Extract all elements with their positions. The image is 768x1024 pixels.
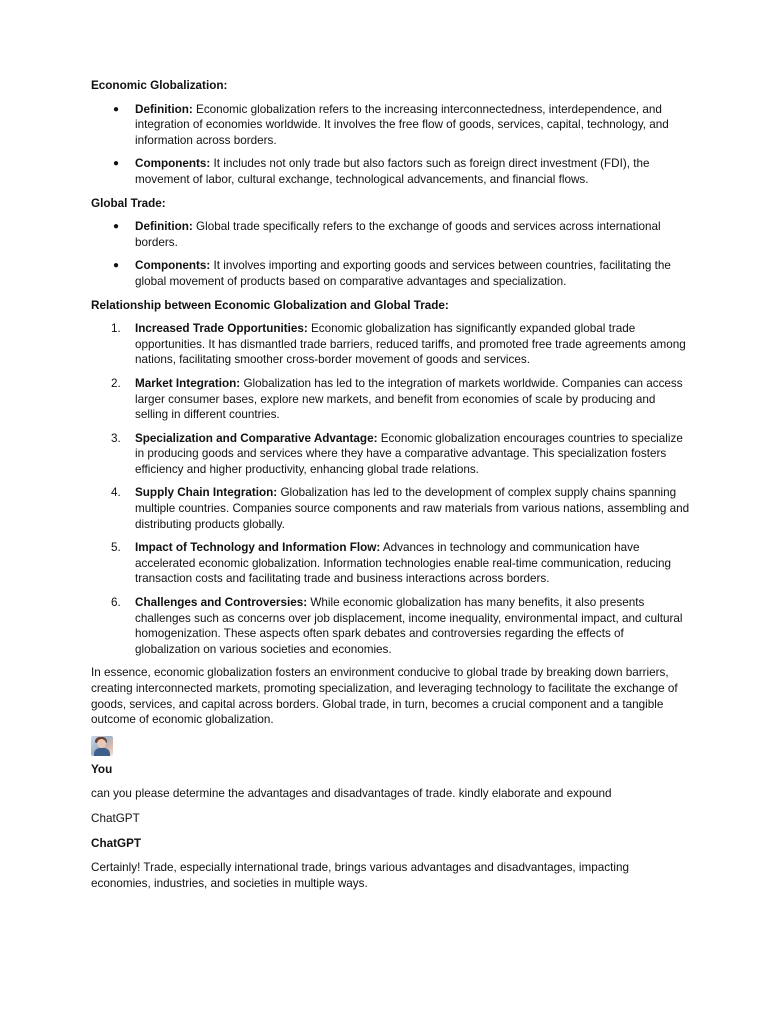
list-item	[91, 485, 691, 532]
user-label: You	[91, 762, 113, 776]
list-item	[91, 540, 691, 587]
list-item-text: It involves importing and exporting goods and services between countries, facilitating the global movement of products based on comparative advantages and specialization.	[135, 259, 671, 288]
list-item-term: Components:	[135, 259, 211, 273]
list-item-number: 6.	[111, 596, 121, 610]
assistant-label: ChatGPT	[91, 836, 141, 850]
list-item	[91, 258, 691, 289]
section-heading-economic-globalization: Economic Globalization:	[91, 79, 228, 92]
user-avatar-icon	[91, 736, 113, 756]
list-item-number: 1.	[111, 322, 121, 336]
list-item-term: Specialization and Comparative Advantage:	[135, 431, 378, 445]
list-item-term: Definition:	[135, 102, 193, 116]
bullet-list-economic-globalization	[91, 102, 691, 188]
bullet-icon: ●	[113, 158, 120, 170]
list-item-text: Advances in technology and communication have accelerated economic globalization. Information technologies enable real-time communication, reducing transaction costs and facilitating trade and business interactions across borders.	[135, 541, 671, 586]
bullet-icon: ●	[113, 221, 120, 233]
list-item-term: Definition:	[135, 220, 193, 234]
list-item-text: While economic globalization has many benefits, it also presents challenges such as concerns over job displacement, income inequality, environmental impact, and cultural homogenization. These aspects often spark debates and controversies regarding the effects of globalization on various societies and economies.	[135, 596, 683, 656]
list-item-text: It includes not only trade but also factors such as foreign direct investment (FDI), the movement of labor, cultural exchange, technological advancements, and financial flows.	[135, 157, 650, 186]
list-item-text: Globalization has led to the integration of markets worldwide. Companies can access larger consumer bases, explore new markets, and benefit from economies of scale by producing and selling in different countries.	[135, 376, 683, 422]
list-item-text: Globalization has led to the development of complex supply chains spanning multiple countries. Companies source components and raw materials from various nations, assembling and distributing products globally.	[135, 486, 690, 531]
bullet-icon: ●	[113, 260, 120, 272]
list-item-term: Supply Chain Integration:	[135, 486, 278, 500]
list-item-number: 5.	[111, 541, 121, 555]
list-item-term: Impact of Technology and Information Flow:	[135, 541, 381, 555]
list-item	[91, 321, 691, 368]
section-heading-relationship: Relationship between Economic Globalization and Global Trade:	[91, 298, 449, 312]
list-item	[91, 102, 691, 149]
assistant-message: Certainly! Trade, especially international trade, brings various advantages and disadvantages, impacting economies, industries, and societies in multiple ways.	[91, 861, 629, 890]
list-item-number: 4.	[111, 486, 121, 500]
bullet-icon: ●	[113, 103, 120, 115]
list-item	[91, 595, 691, 657]
list-item-term: Increased Trade Opportunities:	[135, 322, 308, 336]
user-message: can you please determine the advantages and disadvantages of trade. kindly elaborate and expound	[91, 787, 612, 801]
numbered-list-relationship	[91, 321, 691, 657]
list-item-number: 3.	[111, 431, 121, 445]
conclusion-paragraph: In essence, economic globalization fosters an environment conducive to global trade by breaking down barriers, creating interconnected markets, promoting specialization, and leveraging technology to facilitate the exchange of goods, services, and capital across borders. Global trade, in turn, becomes a crucial component and a tangible outcome of economic globalization.	[91, 666, 678, 727]
bullet-list-global-trade	[91, 219, 691, 289]
list-item	[91, 376, 691, 423]
section-heading-global-trade: Global Trade:	[91, 196, 166, 210]
list-item-text: Economic globalization encourages countries to specialize in producing goods and services where they have a comparative advantage. This specialization fosters efficiency and higher productivity, enhancing global trade relations.	[135, 431, 683, 476]
list-item-number: 2.	[111, 376, 121, 390]
list-item-text: Global trade specifically refers to the exchange of goods and services across international borders.	[135, 220, 661, 249]
list-item	[91, 156, 691, 187]
list-item-term: Components:	[135, 157, 211, 171]
list-item-text: Economic globalization refers to the increasing interconnectedness, interdependence, and integration of economies worldwide. It involves the free flow of goods, services, capital, technology, and information across borders.	[135, 102, 669, 147]
list-item	[91, 431, 691, 478]
list-item-term: Market Integration:	[135, 376, 241, 390]
assistant-label-plain: ChatGPT	[91, 811, 140, 825]
list-item-text: Economic globalization has significantly expanded global trade opportunities. It has dismantled trade barriers, reduced tariffs, and promoted free trade agreements among nations, facilitating smoother cross-border movement of goods and services.	[135, 322, 686, 367]
document-page	[91, 78, 691, 900]
list-item-term: Challenges and Controversies:	[135, 596, 308, 610]
list-item	[91, 219, 691, 250]
